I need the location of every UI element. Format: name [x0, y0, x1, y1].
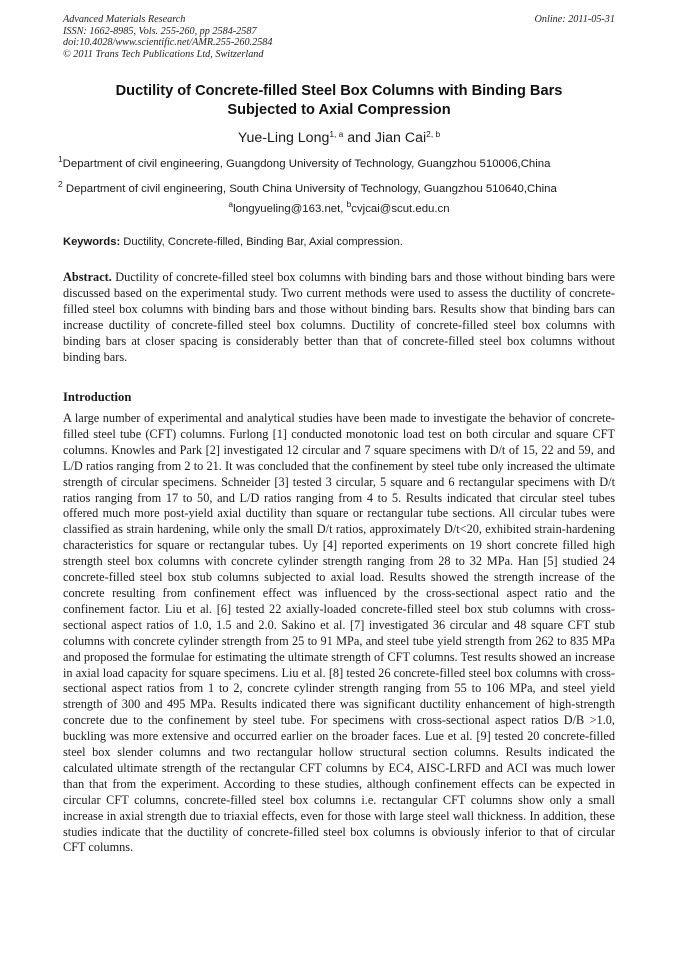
paper-title: [63, 82, 615, 120]
keywords-text: Ductility, Concrete-filled, Binding Bar, Axial compression.: [120, 236, 403, 248]
abstract: [63, 270, 615, 365]
issn-line: ISSN: 1662-8985, Vols. 255-260, pp 2584-2587: [63, 25, 257, 37]
author-joiner: and: [343, 130, 375, 146]
email-link[interactable]: cvjcai@scut.edu.cn: [351, 203, 450, 215]
journal-header: [63, 14, 615, 60]
email-superscript: b: [346, 199, 352, 209]
introduction-body: [63, 411, 615, 856]
title-line-1: Ductility of Concrete-filled Steel Box Columns with Binding Bars: [115, 83, 563, 99]
email-link[interactable]: longyueling@163.net,: [233, 203, 347, 215]
affiliation-1: [58, 154, 620, 172]
title-line-2: Subjected to Axial Compression: [227, 102, 451, 118]
abstract-text: Ductility of concrete-filled steel box columns with binding bars and those without binding bars were discussed based on the experimental study. Two current methods were used to assess the ductility of concrete-filled steel box columns with binding bars and those without binding bars. Results show that binding bars can increase ductility of concrete-filled steel box columns. Ductility of concrete-filled steel box columns with binding bars at closer spacing is considerably better than that of concrete-filled steel box columns without binding bars.: [63, 270, 615, 364]
affiliation-text: Department of civil engineering, South China University of Technology, Guangzhou 510640,China: [65, 183, 557, 195]
author-superscript: 1, a: [329, 129, 344, 139]
affiliation-2: [58, 179, 620, 197]
copyright-line: © 2011 Trans Tech Publications Ltd, Switzerland: [63, 48, 264, 60]
affiliation-text: Department of civil engineering, Guangdong University of Technology, Guangzhou 510006,China: [62, 158, 551, 170]
author-name: Yue-Ling Long: [237, 130, 330, 146]
author-emails: [63, 199, 615, 217]
keywords: [63, 235, 615, 250]
section-heading: Introduction: [63, 390, 132, 404]
online-date: Online: 2011-05-31: [534, 14, 615, 25]
author-superscript: 2, b: [426, 129, 441, 139]
doi-line: doi:10.4028/www.scientific.net/AMR.255-260.2584: [63, 37, 273, 49]
abstract-label: Abstract.: [63, 270, 112, 284]
journal-name: Advanced Materials Research: [63, 14, 186, 25]
introduction-paragraph: A large number of experimental and analytical studies have been made to investigate the behavior of concrete-filled steel tube (CFT) columns. Furlong [1] conducted monotonic load test on both circular and square CFT columns. Knowles and Park [2] investigated 12 circular and 7 square specimens with D/t of 15, 22 and 59, and L/D ratios ranging from 2 to 21. It was concluded that the confinement by steel tube only increased the ultimate strength of circular specimens. Schneider [3] tested 3 circular, 5 square and 6 rectangular specimens with D/t ratios ranging from 17 to 50, and L/D ratios ranging from 4 to 5. Results indicated that circular steel tubes offered much more post-yield axial ductility than square or rectangular tube sections. All circular tubes were classified as strain hardening, while only the small D/t ratios, approximately D/t<20, exhibited strain-hardening characteristics for square or rectangular tubes. Uy [4] reported experiments on 19 short concrete filled high strength steel box columns with concrete cylinder strength ranging from 28 to 32 MPa. Han [5] studied 24 concrete-filled steel box stub columns subjected to axial load. Results showed the strength increase of the concrete resulting from confinement effect was influenced by the cross-sectional aspect ratio and the confinement factor. Liu et al. [6] tested 22 axially-loaded concrete-filled steel box stub columns with cross-sectional aspect ratios of 1.0, 1.5 and 2.0. Sakino et al. [7] investigated 36 circular and 48 square CFT stub columns with concrete cylinder strength from 25 to 91 MPa, and steel tube yield strength from 262 to 835 MPa and proposed the formulae for estimating the ultimate strength of CFT columns. Test results showed an increase in axial load capacity for square specimens. Liu et al. [8] tested 26 concrete-filled steel box columns with cross-sectional aspect ratios from 1 to 2, concrete cylinder strength ranging from 55 to 106 MPa, and steel yield strength of 300 and 495 MPa. Results indicated there was significant ductility enhancement of high-strength concrete due to the confinement by steel tube. For specimens with cross-sectional aspect ratios D/B >1.0, buckling was more extensive and occurred earlier on the broader faces. Lue et al. [9] tested 20 concrete-filled steel box slender columns and two rectangular hollow structural section columns. Results indicated the calculated ultimate strength of the rectangular CFT columns by EC4, AISC-LRFD and ACI was much lower than that from the experiment. According to these studies, although confinement effects can be expected in circular CFT columns, concrete-filled steel box columns i.e. rectangular CFT columns show only a small increase in axial strength due to triaxial effects, even for those with large steel wall thickness. In addition, these studies indicate that the ductility of concrete-filled steel box columns is obviously inferior to that of circular CFT columns.: [63, 411, 615, 855]
author-name: Jian Cai: [374, 130, 427, 146]
affiliation-superscript: 2: [58, 179, 63, 189]
author-list: [63, 129, 615, 147]
keywords-label: Keywords:: [63, 236, 121, 248]
email-superscript: a: [228, 199, 234, 209]
affiliation-superscript: 1: [58, 154, 63, 164]
